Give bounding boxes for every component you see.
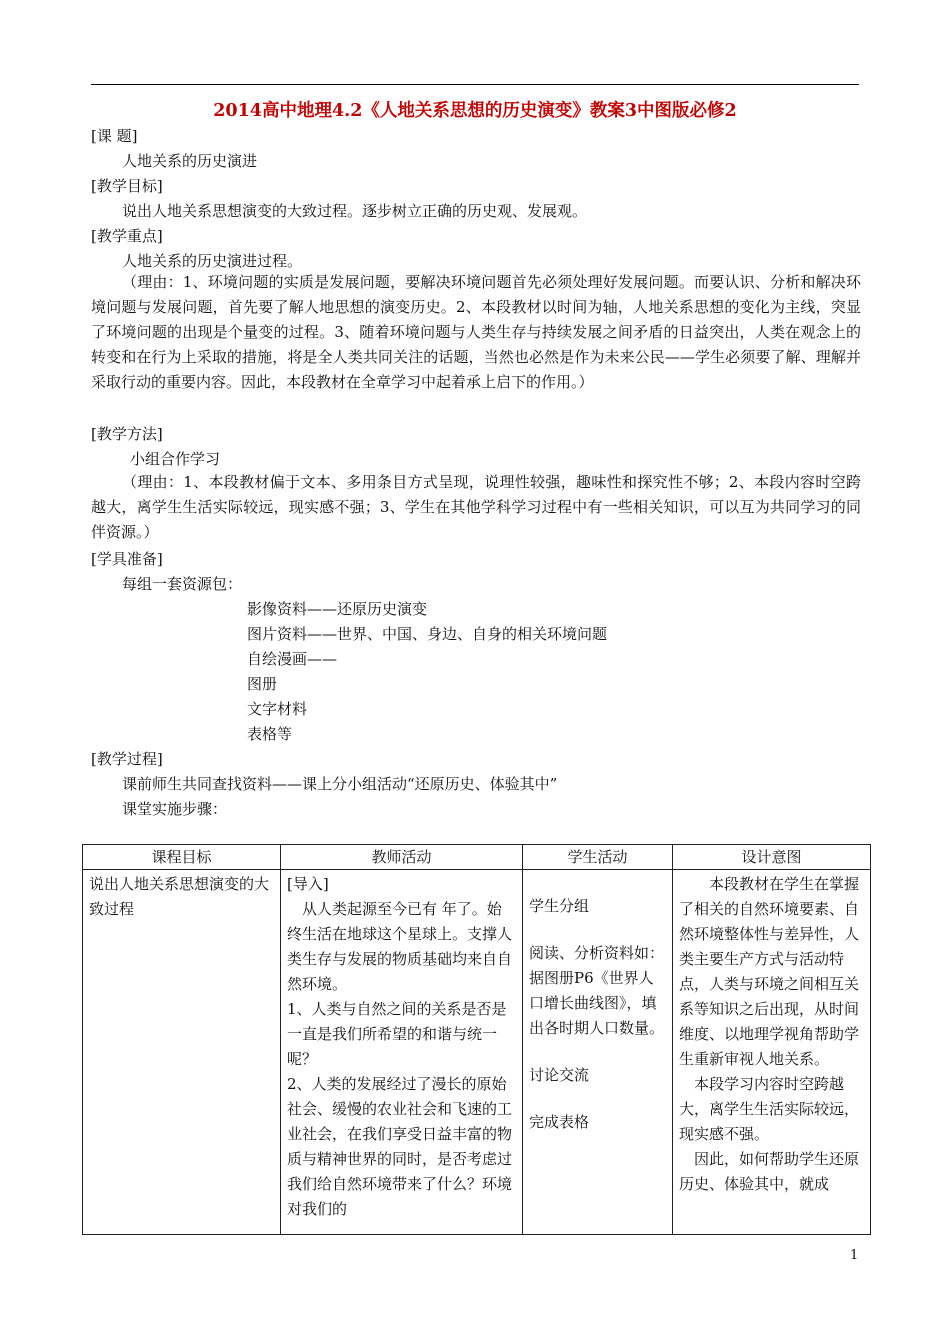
goal-text: 说出人地关系思想演变的大致过程。逐步树立正确的历史观、发展观。 [122, 202, 588, 220]
teacher-cell [281, 870, 523, 1235]
lesson-table [82, 844, 871, 1235]
prep-item: 文字材料 [247, 700, 308, 718]
design-d3: 因此，如何帮助学生还原历史、体验其中，就成 [679, 1150, 860, 1193]
goal-cell [83, 870, 281, 1235]
student-s2: 阅读、分析资料如：据图册P6《世界人口增长曲线图》，填出各时期人口数量。 [529, 944, 665, 1037]
process-line2: 课堂实施步骤： [122, 800, 228, 818]
teacher-intro: [导入] [287, 875, 329, 893]
table-row [83, 870, 871, 1235]
key-label: [教学重点] [91, 227, 163, 245]
prep-label: [学具准备] [91, 550, 163, 568]
header-goal: 课程目标 [83, 845, 281, 870]
goal-label: [教学目标] [91, 177, 163, 195]
student-s3: 讨论交流 [529, 1066, 590, 1084]
teacher-p2: 1、人类与自然之间的关系是否是一直是我们所希望的和谐与统一呢？ [287, 1000, 507, 1068]
key-text: 人地关系的历史演进过程。 [122, 252, 303, 270]
key-reason: （理由：1、环境问题的实质是发展问题，要解决环境问题首先必须处理好发展问题。而要认识、分析和解决环境问题与发展问题，首先要了解人地思想的演变历史。2、本段教材以时间为轴，人地关系思想的变化为主线，突显了环境问题的出现是个量变的过程。3、随着环境问题与人类生存与持续发展之间矛盾的日益突出，人类在观念上的转变和在行为上采取的措施，将是全人类共同关注的话题，当然也必然是作为未来公民——学生必须要了解、理解并采取行动的重要内容。因此，本段教材在全章学习中起着承上启下的作用。） [91, 273, 861, 391]
page-number: 1 [850, 1248, 859, 1263]
table-header-row [83, 845, 871, 870]
prep-item: 自绘漫画—— [247, 650, 338, 668]
process-line1: 课前师生共同查找资料——课上分小组活动“还原历史、体验其中” [122, 775, 558, 793]
student-cell [523, 870, 673, 1235]
teacher-p1: 从人类起源至今已有 年了。始终生活在地球这个星球上。支撑人类生存与发展的物质基础均来自自然环境。 [287, 900, 513, 993]
student-s4: 完成表格 [529, 1113, 590, 1131]
course-label: [课 题] [91, 127, 138, 145]
design-d1: 本段教材在学生在掌握了相关的自然环境要素、自然环境整体性与差异性，人类主要生产方式与活动特点，人类与环境之间相互关系等知识之后出现，从时间维度、以地理学视角帮助学生重新审视人地关系。 [679, 875, 860, 1068]
course-text: 人地关系的历史演进 [122, 152, 258, 170]
method-reason: （理由：1、本段教材偏于文本、多用条目方式呈现，说理性较强，趣味性和探究性不够；2、本段内容时空跨越大，离学生生活实际较远，现实感不强；3、学生在其他学科学习过程中有一些相关知识，可以互为共同学习的同伴资源。） [91, 473, 861, 541]
design-d2: 本段学习内容时空跨越大，离学生生活实际较远，现实感不强。 [679, 1075, 860, 1143]
method-text: 小组合作学习 [130, 450, 221, 468]
method-label: [教学方法] [91, 425, 163, 443]
header-student: 学生活动 [523, 845, 673, 870]
prep-item: 影像资料——还原历史演变 [247, 600, 428, 618]
prep-item: 表格等 [247, 725, 293, 743]
prep-item: 图册 [247, 675, 278, 693]
teacher-p3: 2、人类的发展经过了漫长的原始社会、缓慢的农业社会和飞速的工业社会，在我们享受日益丰富的物质与精神世界的同时，是否考虑过我们给自然环境带来了什么？环境对我们的 [287, 1075, 513, 1218]
design-cell [673, 870, 871, 1235]
header-design: 设计意图 [673, 845, 871, 870]
goal-cell-text: 说出人地关系思想演变的大致过程 [89, 875, 270, 918]
header-teacher: 教师活动 [281, 845, 523, 870]
header-rule [91, 84, 859, 85]
student-s1: 学生分组 [529, 897, 590, 915]
process-label: [教学过程] [91, 750, 163, 768]
prep-item: 图片资料——世界、中国、身边、自身的相关环境问题 [247, 625, 608, 643]
document-title: 2014高中地理4.2《人地关系思想的历史演变》教案3中图版必修2 [213, 101, 737, 121]
prep-intro: 每组一套资源包： [122, 575, 243, 593]
